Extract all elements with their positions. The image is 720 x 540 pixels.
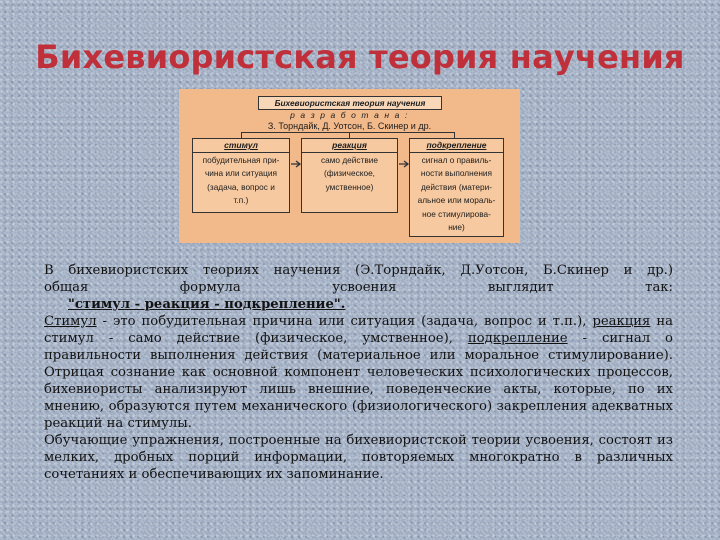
column-line: действия (матери-	[420, 181, 493, 192]
term-reinforcement: подкрепление	[467, 331, 568, 346]
term-reaction: реакция	[592, 314, 651, 329]
column-line: ности выполнения	[420, 168, 493, 179]
column-reinforcement	[409, 138, 504, 237]
column-line: сигнал о правиль-	[421, 155, 492, 165]
arrow-right-icon	[399, 159, 409, 169]
text-line: общая формула усвоения выглядит так:	[44, 280, 673, 295]
slide-title: Бихевиористская теория научения	[35, 38, 685, 76]
column-line: чина или ситуация	[204, 168, 278, 179]
column-line: ние)	[448, 222, 465, 233]
column-line: альное или мораль-	[417, 195, 496, 206]
column-line: само действие	[320, 155, 379, 165]
column-line: т.п.)	[233, 195, 249, 206]
column-line: (физическое,	[323, 168, 375, 179]
column-reaction	[301, 138, 398, 213]
diagram-header: Бихевиористская теория научения	[258, 96, 442, 110]
column-heading: стимул	[193, 139, 289, 153]
term-stimulus: Стимул	[44, 314, 97, 329]
diagram-developed-by: р а з р а б о т а н а :	[290, 110, 409, 120]
column-line: (задача, вопрос и	[207, 181, 275, 192]
connector-line	[241, 132, 454, 133]
paragraph-definitions	[44, 313, 673, 432]
column-line: ное стимулирова-	[422, 208, 491, 219]
reaction-definition: на стимул - само действие (физическое, умственное),	[44, 314, 673, 346]
body-text	[44, 262, 673, 483]
reinforcement-definition: - сигнал о правильности выполнения действия (материальное или моральное стимулирование). Отрицая сознание как основной компонент человеческих психологических процессов, бихевиористы анализируют лишь внешние, поведенческие акты, которые, по их мнению, образуются путем механического (физиологического) закрепления адекватных реакций на стимулы.	[44, 331, 673, 431]
column-body	[193, 153, 289, 208]
paragraph-formula	[44, 262, 673, 313]
diagram-authors: З. Торндайк, Д. Уотсон, Б. Скинер и др.	[267, 121, 432, 131]
arrow-right-icon	[291, 159, 301, 169]
column-heading: подкрепление	[410, 139, 503, 153]
text-line	[44, 296, 673, 313]
column-line: умственное)	[325, 181, 374, 192]
paragraph-exercises: Обучающие упражнения, построенные на бихевиористской теории усвоения, состоят из мелких, дробных порций информации, повторяемых многократно в различных сочетаниях и обеспечивающих их запоминание.	[44, 433, 673, 482]
theory-diagram	[179, 89, 520, 243]
column-line: побудительная при-	[202, 155, 280, 165]
column-heading: реакция	[302, 139, 397, 153]
formula: "стимул - реакция - подкрепление".	[68, 297, 346, 312]
column-stimulus	[192, 138, 290, 213]
stimulus-definition: - это побудительная причина или ситуация (задача, вопрос и т.п.),	[96, 314, 587, 329]
column-body	[410, 153, 503, 234]
column-body	[302, 153, 397, 194]
text-line: В бихевиористских теориях научения (Э.Торндайк, Д.Уотсон, Б.Скинер и др.)	[44, 263, 673, 278]
